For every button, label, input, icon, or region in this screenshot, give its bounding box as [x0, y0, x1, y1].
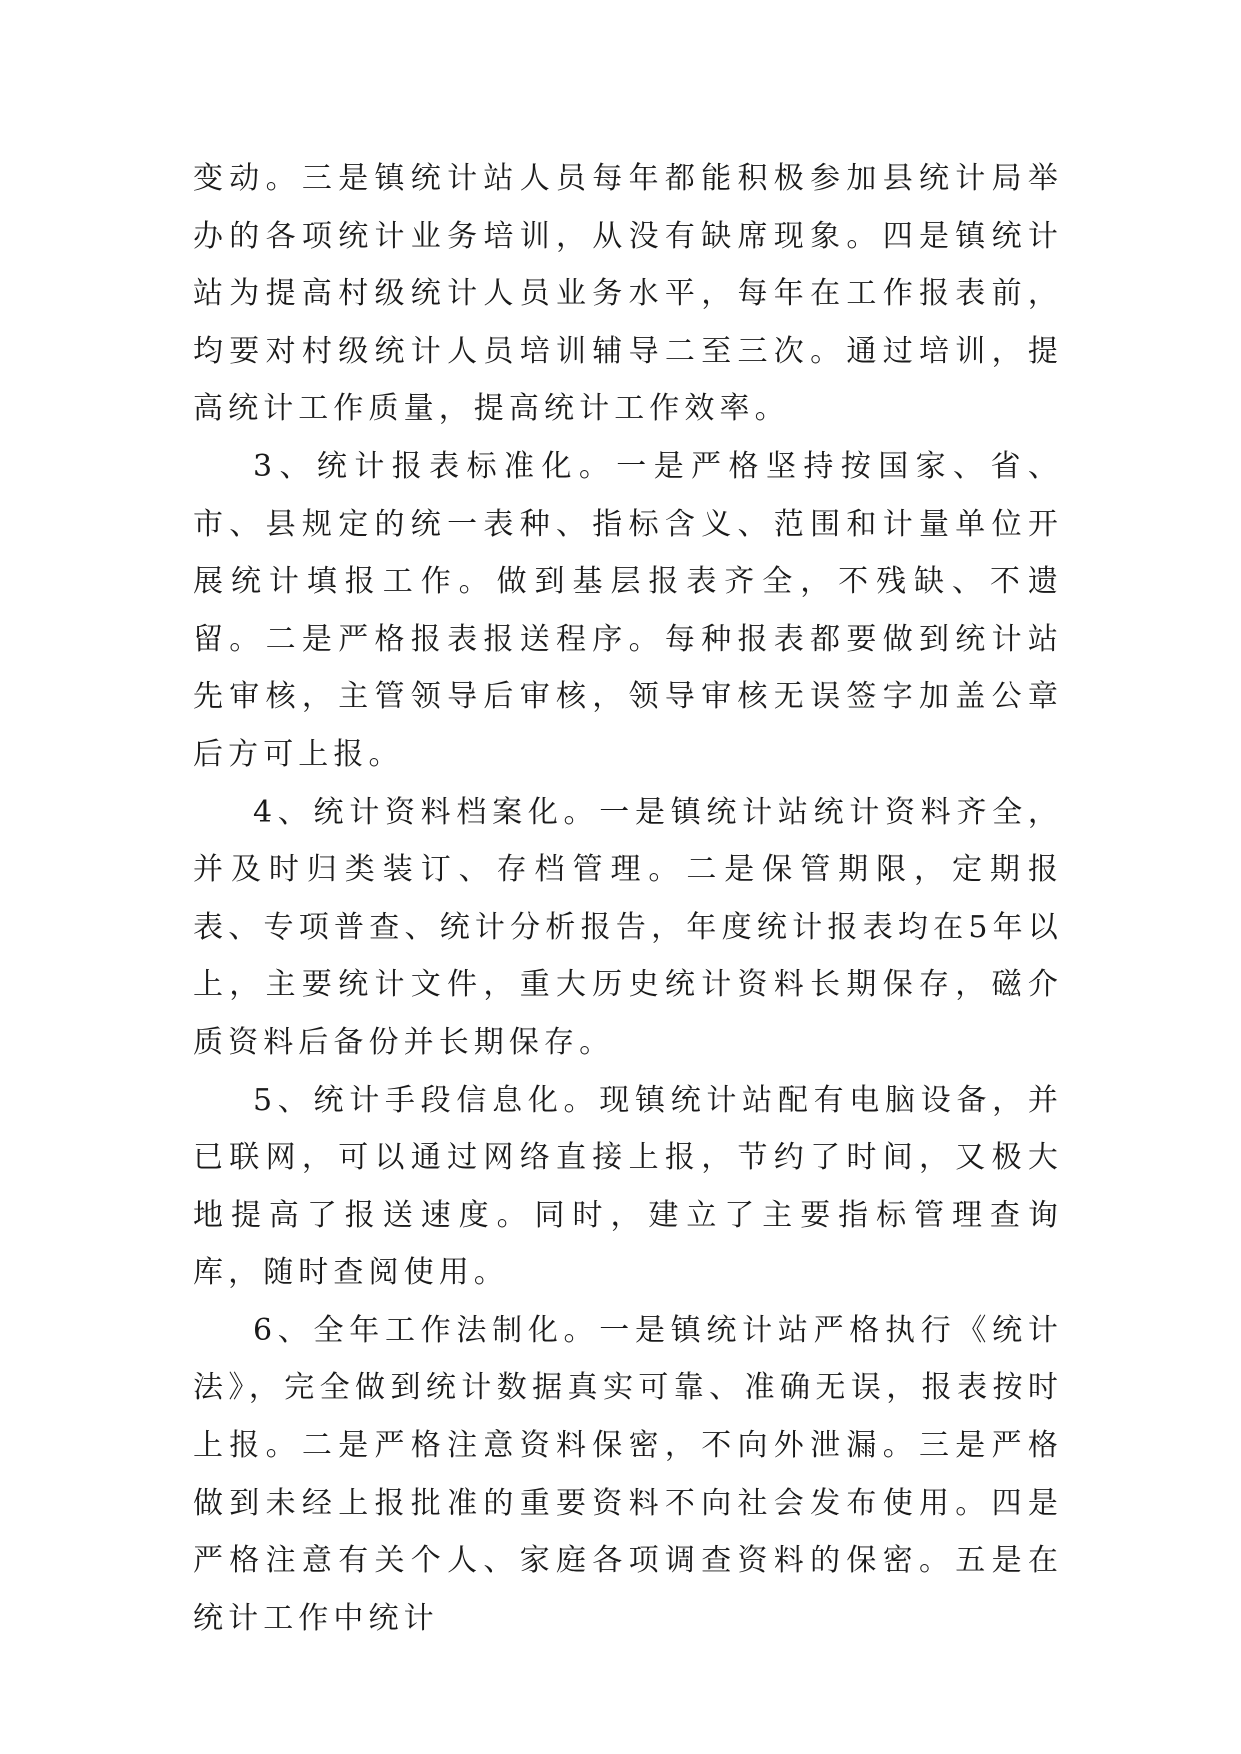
paragraph-continuation: 变动。三是镇统计站人员每年都能积极参加县统计局举办的各项统计业务培训，从没有缺席现象。四是镇统计站为提高村级统计人员业务水平，每年在工作报表前，均要对村级统计人员培训辅导二至三次。通过培训，提高统计工作质量，提高统计工作效率。 [193, 161, 1063, 427]
paragraph-informatization: 5、统计手段信息化。现镇统计站配有电脑设备，并已联网，可以通过网络直接上报，节约了时间，又极大地提高了报送速度。同时，建立了主要指标管理查询库，随时查阅使用。 [193, 1082, 1063, 1291]
document-body [193, 150, 1063, 1647]
paragraph-reports-standardization: 3、统计报表标准化。一是严格坚持按国家、省、市、县规定的统一表种、指标含义、范围和计量单位开展统计填报工作。做到基层报表齐全，不残缺、不遗留。二是严格报表报送程序。每种报表都要做到统计站先审核，主管领导后审核，领导审核无误签字加盖公章后方可上报。 [193, 448, 1063, 772]
paragraph-archives: 4、统计资料档案化。一是镇统计站统计资料齐全，并及时归类装订、存档管理。二是保管期限，定期报表、专项普查、统计分析报告，年度统计报表均在5年以上，主要统计文件，重大历史统计资料长期保存，磁介质资料后备份并长期保存。 [193, 794, 1063, 1060]
paragraph-legalization: 6、全年工作法制化。一是镇统计站严格执行《统计法》，完全做到统计数据真实可靠、准确无误，报表按时上报。二是严格注意资料保密，不向外泄漏。三是严格做到未经上报批准的重要资料不向社会发布使用。四是严格注意有关个人、家庭各项调查资料的保密。五是在统计工作中统计 [193, 1312, 1063, 1636]
